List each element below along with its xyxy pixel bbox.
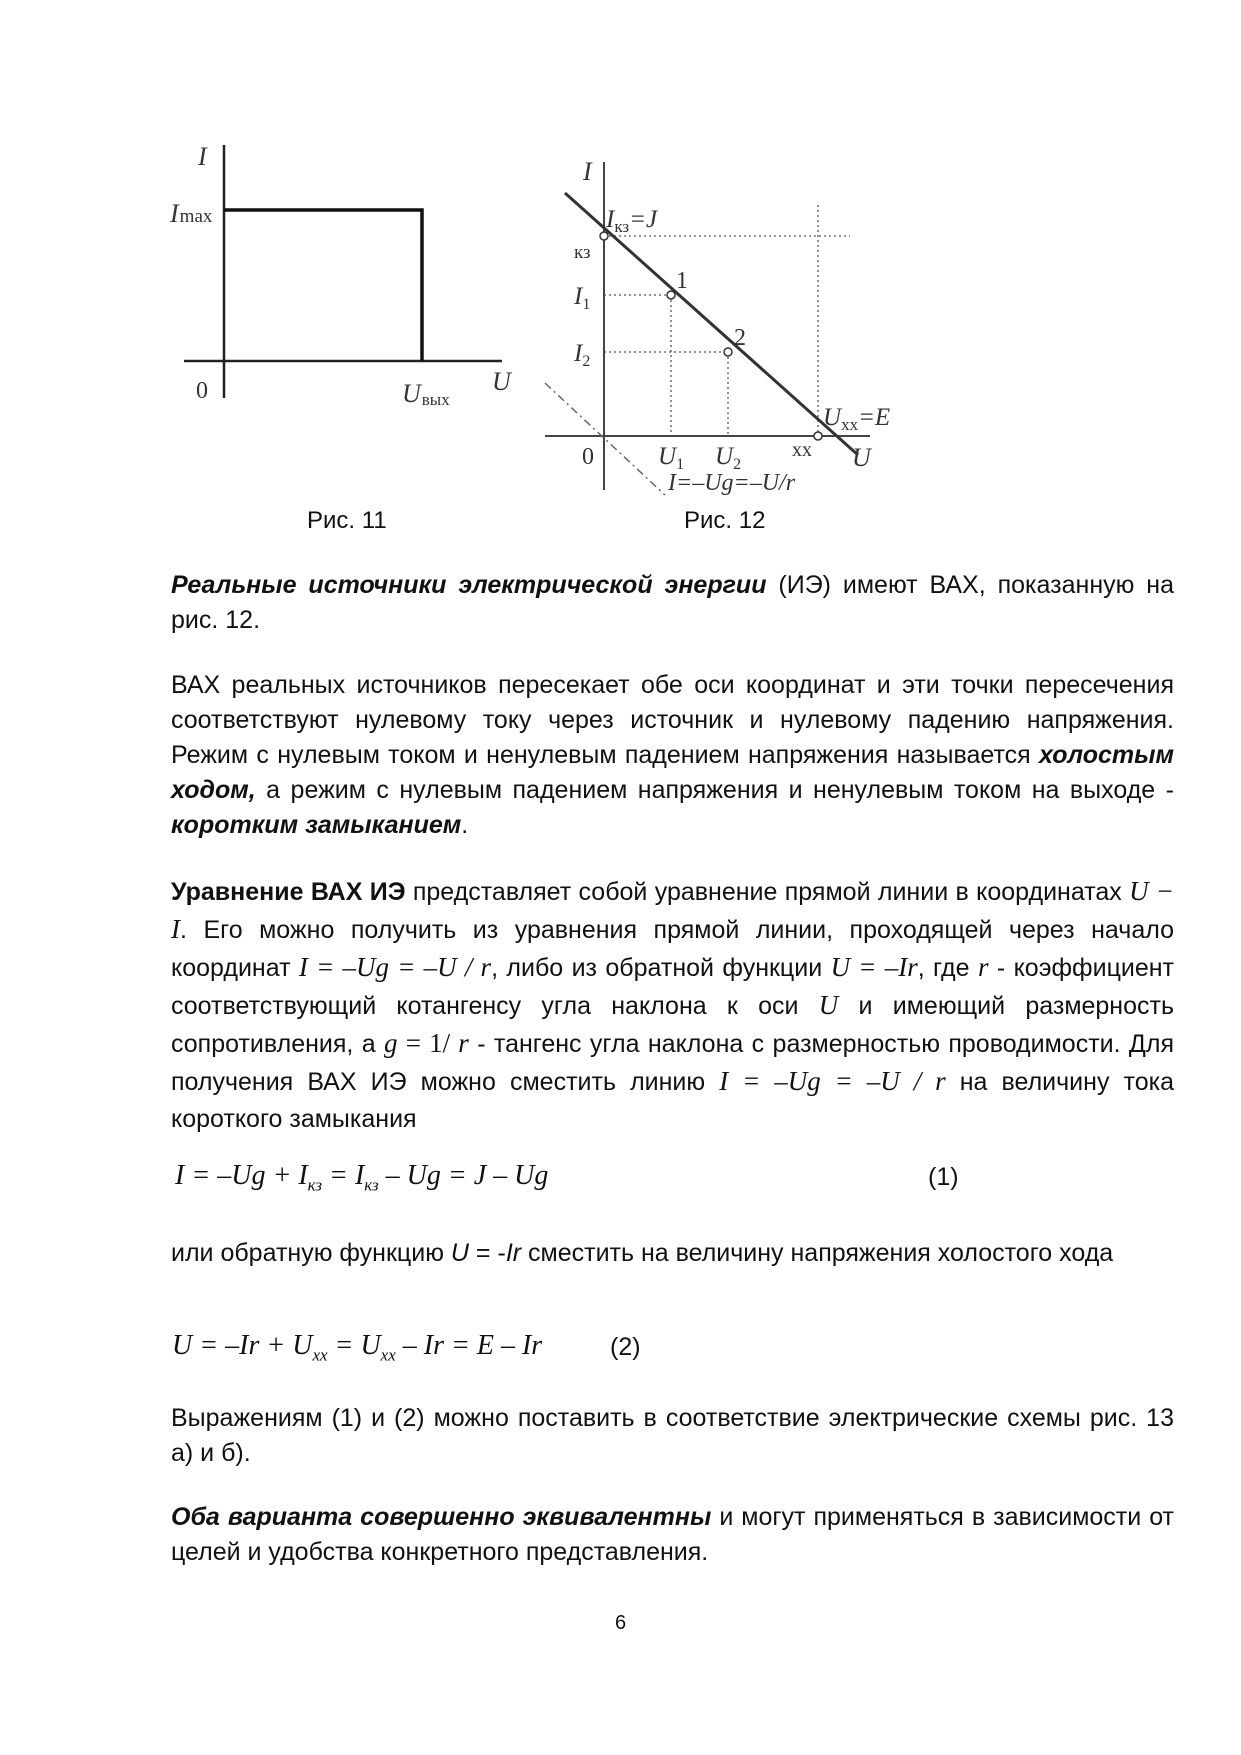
paragraph-vah-equation bbox=[171, 873, 1174, 1138]
fig11-imax-label: Imax bbox=[170, 199, 213, 228]
p3-text-7: - тангенс угла наклона с размерностью проводимости. Для получения ВАХ ИЭ можно сместить линию bbox=[171, 1030, 1174, 1096]
paragraph-real-sources bbox=[171, 568, 1174, 638]
fig12-axis-i-label: I bbox=[583, 157, 592, 186]
p3-math-6b: = 1/ bbox=[397, 1028, 459, 1058]
paragraph-equivalence bbox=[171, 1500, 1174, 1570]
fig12-point-1 bbox=[667, 291, 675, 299]
figure-11 bbox=[150, 140, 530, 420]
p1-text: (ИЭ) имеют ВАХ, показанную на рис. 12. bbox=[171, 571, 1175, 634]
fig12-point-2 bbox=[724, 348, 732, 356]
term-short-circuit: коротким замыканием bbox=[171, 811, 462, 839]
p3-math-7: I = –Ug = –U / r bbox=[719, 1066, 946, 1096]
p3-text-8: на величину тока короткого замыкания bbox=[171, 1068, 1175, 1133]
figure-11-plot bbox=[150, 140, 530, 420]
p3-text-2: . Его можно получить из уравнения прямой линии, проходящей через начало координат bbox=[171, 916, 1174, 982]
figure-12-plot bbox=[540, 150, 920, 500]
term-vah-equation: Уравнение ВАХ ИЭ bbox=[171, 878, 406, 906]
fig12-line-label: I=–Ug=–U/r bbox=[668, 470, 796, 496]
figure-12 bbox=[540, 150, 920, 500]
p3-text-4: , где bbox=[917, 954, 978, 982]
fig11-characteristic bbox=[224, 210, 422, 361]
fig12-kz-label: кз bbox=[574, 242, 591, 263]
equation-2-number: (2) bbox=[610, 1333, 641, 1361]
p3-text-6: и имеющий размерность сопротивления, а bbox=[171, 992, 1174, 1058]
fig12-u2-label: $U_2$ bbox=[715, 443, 742, 473]
term-real-sources: Реальные источники электрической энергии bbox=[171, 571, 767, 599]
p4-italic-ir: Ir bbox=[505, 1239, 522, 1267]
p6-text: и могут применяться в зависимости от целей и удобства конкретного представления. bbox=[171, 1503, 1175, 1566]
p3-text-5: - коэффициент соответствующий котангенсу угла наклона к оси bbox=[171, 954, 1175, 1020]
fig12-point-xx bbox=[814, 432, 822, 440]
fig11-caption: Рис. 11 bbox=[307, 507, 387, 534]
paragraph-vah-intersections bbox=[171, 668, 1174, 843]
p3-math-6c: r bbox=[458, 1028, 469, 1058]
p5-text: Выражениям (1) и (2) можно поставить в соответствие электрические схемы рис. 13 а) и б). bbox=[171, 1404, 1174, 1467]
fig12-xx-label: хх bbox=[792, 439, 812, 461]
p2-text-1: ВАХ реальных источников пересекает обе оси координат и эти точки пересечения соответствуют нулевому току через источник и нулевому падению напряжения. Режим с нулевым током и ненулевым падением напряжения называется bbox=[171, 671, 1174, 769]
p3-math-5: U bbox=[818, 990, 839, 1020]
p3-math-2: I = –Ug = –U / r bbox=[298, 952, 492, 982]
fig12-point-2-label: 2 bbox=[734, 325, 746, 351]
equation-2: $U = -Ir + U_{хх} = U_{хх} - Ir = E - Ir$ bbox=[172, 1330, 543, 1365]
p2-text-2: а режим с нулевым падением напряжения и ненулевым током на выходе - bbox=[255, 776, 1174, 804]
paragraph-schemes bbox=[171, 1401, 1174, 1471]
fig12-i1-label: $I_1$ bbox=[574, 283, 591, 313]
fig11-zero-label: 0 bbox=[196, 378, 208, 404]
p4-text-3: сместить на величину напряжения холостого хода bbox=[521, 1239, 1114, 1267]
p3-math-6: g bbox=[384, 1028, 398, 1058]
p3-text-3: , либо из обратной функции bbox=[491, 954, 831, 982]
p3-math-1: U − I bbox=[171, 876, 1174, 944]
term-open-circuit: холостым ходом, bbox=[171, 741, 1174, 804]
fig12-point-1-label: 1 bbox=[676, 268, 688, 294]
fig11-axis-i-label: I bbox=[198, 142, 207, 171]
equation-1-number: (1) bbox=[928, 1163, 959, 1191]
p3-math-4: r bbox=[977, 952, 989, 982]
p3-text-1: представляет собой уравнение прямой линии в координатах bbox=[405, 878, 1130, 906]
fig12-i2-label: $I_2$ bbox=[574, 340, 591, 370]
fig12-point-kz bbox=[600, 232, 608, 240]
fig12-axis-u-label: U bbox=[852, 443, 871, 472]
fig12-ikz-label: $I_{кз}=J$ bbox=[606, 206, 658, 236]
p4-text-2: = - bbox=[468, 1239, 506, 1267]
fig12-caption: Рис. 12 bbox=[684, 507, 766, 534]
fig11-uout-label: Uвых bbox=[402, 379, 450, 409]
p4-italic-u: U bbox=[450, 1239, 469, 1267]
term-equivalent: Оба варианта совершенно эквивалентны bbox=[171, 1503, 712, 1531]
p2-text-3: . bbox=[461, 811, 469, 839]
paragraph-inverse-function bbox=[171, 1236, 1174, 1271]
equation-1: $I = -Ug + I_{кз} = I_{кз} - Ug = J - Ug$ bbox=[175, 1160, 549, 1195]
fig12-zero-label: 0 bbox=[582, 444, 594, 470]
fig12-uxx-label: $U_{хх}=E$ bbox=[823, 404, 891, 434]
p4-text-1: или обратную функцию bbox=[171, 1239, 451, 1267]
page-number: 6 bbox=[614, 1612, 627, 1634]
fig12-u1-label: $U_1$ bbox=[658, 443, 685, 473]
p3-math-3: U = –Ir bbox=[830, 952, 918, 982]
fig11-axis-u-label: U bbox=[492, 367, 511, 396]
